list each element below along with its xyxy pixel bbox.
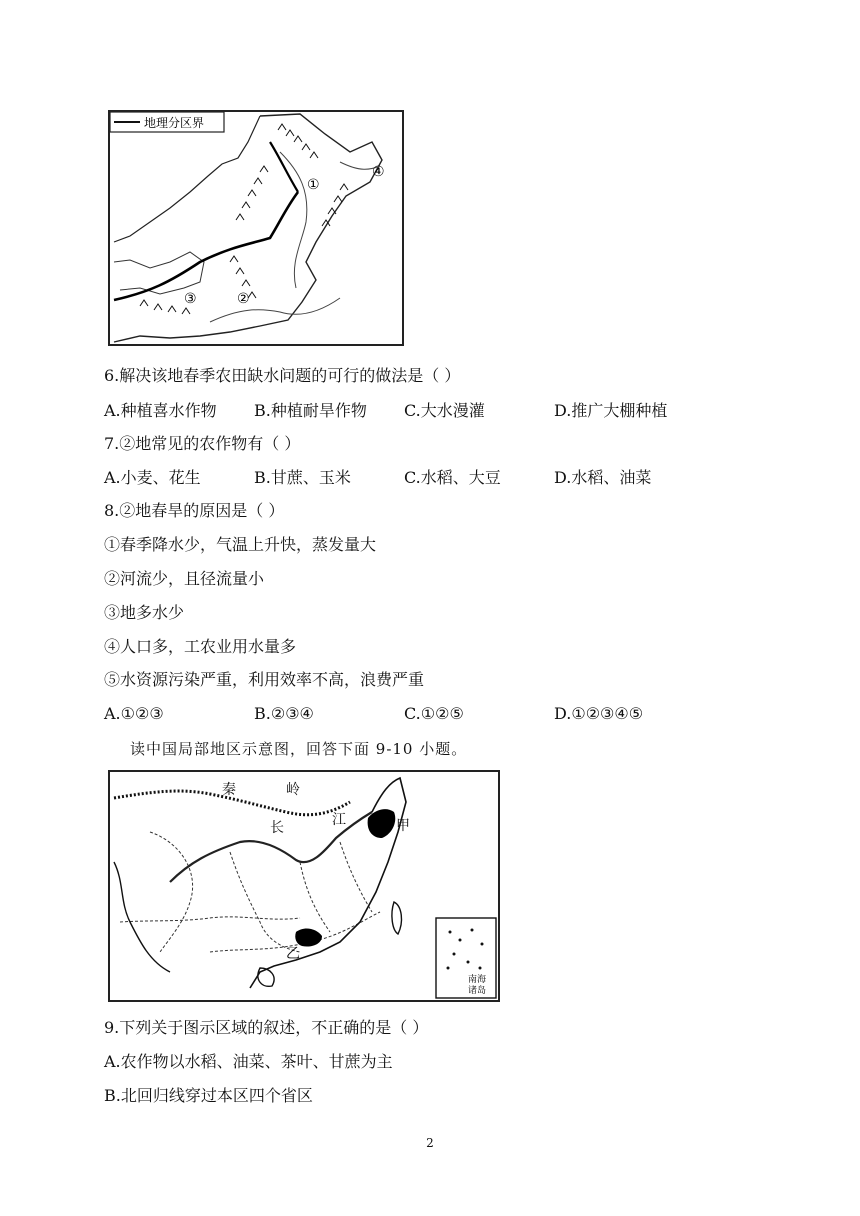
marker-3: ③ <box>184 291 197 307</box>
q8-statement-4: ④人口多，工农业用水量多 <box>104 637 297 656</box>
label-chang: 长 <box>270 820 284 836</box>
q8-statement-2: ②河流少，且径流量小 <box>104 569 265 588</box>
q7-stem: 7.②地常见的农作物有（ ） <box>104 434 301 453</box>
q8-stem: 8.②地春旱的原因是（ ） <box>104 501 285 520</box>
label-jiang: 江 <box>332 812 346 828</box>
map1-drawing <box>110 112 402 344</box>
q6-option-c: C.大水漫灌 <box>404 401 485 420</box>
label-yi: 乙 <box>286 946 300 962</box>
river-1 <box>280 152 307 288</box>
region-yi <box>295 929 322 947</box>
division-line-north <box>270 142 298 192</box>
label-ling: 岭 <box>286 782 300 798</box>
inset-label-line2: 诸岛 <box>468 986 487 996</box>
q9-stem: 9.下列关于图示区域的叙述，不正确的是（ ） <box>104 1018 429 1037</box>
q7-option-c: C.水稻、大豆 <box>404 468 501 487</box>
q8-option-a: A.①②③ <box>104 704 164 723</box>
region-jia <box>368 809 396 838</box>
province-borders <box>120 832 380 952</box>
division-line <box>114 192 298 300</box>
q6-stem: 6.解决该地春季农田缺水问题的可行的做法是（ ） <box>104 366 461 385</box>
q7-option-b: B.甘蔗、玉米 <box>254 468 351 487</box>
q7-option-d: D.水稻、油菜 <box>554 468 652 487</box>
q8-statement-3: ③地多水少 <box>104 603 185 622</box>
region-outline <box>114 114 382 342</box>
q8-statement-1: ①春季降水少，气温上升快，蒸发量大 <box>104 535 377 554</box>
q9-option-b: B.北回归线穿过本区四个省区 <box>104 1086 313 1105</box>
page-number: 2 <box>426 1136 434 1150</box>
marker-2: ② <box>237 291 250 307</box>
q6-option-b: B.种植耐旱作物 <box>254 401 367 420</box>
q8-option-d: D.①②③④⑤ <box>554 704 644 723</box>
q9-option-a: A.农作物以水稻、油菜、茶叶、甘蔗为主 <box>104 1052 393 1071</box>
map-southern-china <box>108 770 500 1002</box>
inset-box <box>436 918 496 998</box>
hainan-island <box>258 968 274 986</box>
marker-4: ④ <box>372 164 385 180</box>
q8-option-b: B.②③④ <box>254 704 314 723</box>
river-2 <box>210 298 340 322</box>
section-intro: 读中国局部地区示意图，回答下面 9-10 小题。 <box>130 740 468 758</box>
map1-markers <box>184 164 385 307</box>
label-qin: 秦 <box>222 782 236 798</box>
legend-label: 地理分区界 <box>144 116 205 130</box>
q6-option-a: A.种植喜水作物 <box>104 401 217 420</box>
map2-drawing <box>110 772 498 1000</box>
label-jia: 甲 <box>396 818 410 834</box>
west-border <box>114 862 170 972</box>
q8-option-c: C.①②⑤ <box>404 704 464 723</box>
taiwan-island <box>392 902 402 934</box>
inset-label-line1: 南海 <box>468 975 487 985</box>
q6-option-d: D.推广大棚种植 <box>554 401 668 420</box>
q8-statement-5: ⑤水资源污染严重，利用效率不高，浪费严重 <box>104 670 425 689</box>
inner-border <box>114 252 204 294</box>
map-northern-china <box>108 110 404 346</box>
region-outline-west <box>114 116 260 242</box>
q7-option-a: A.小麦、花生 <box>104 468 201 487</box>
mountain-ranges <box>140 124 348 314</box>
marker-1: ① <box>307 177 320 193</box>
